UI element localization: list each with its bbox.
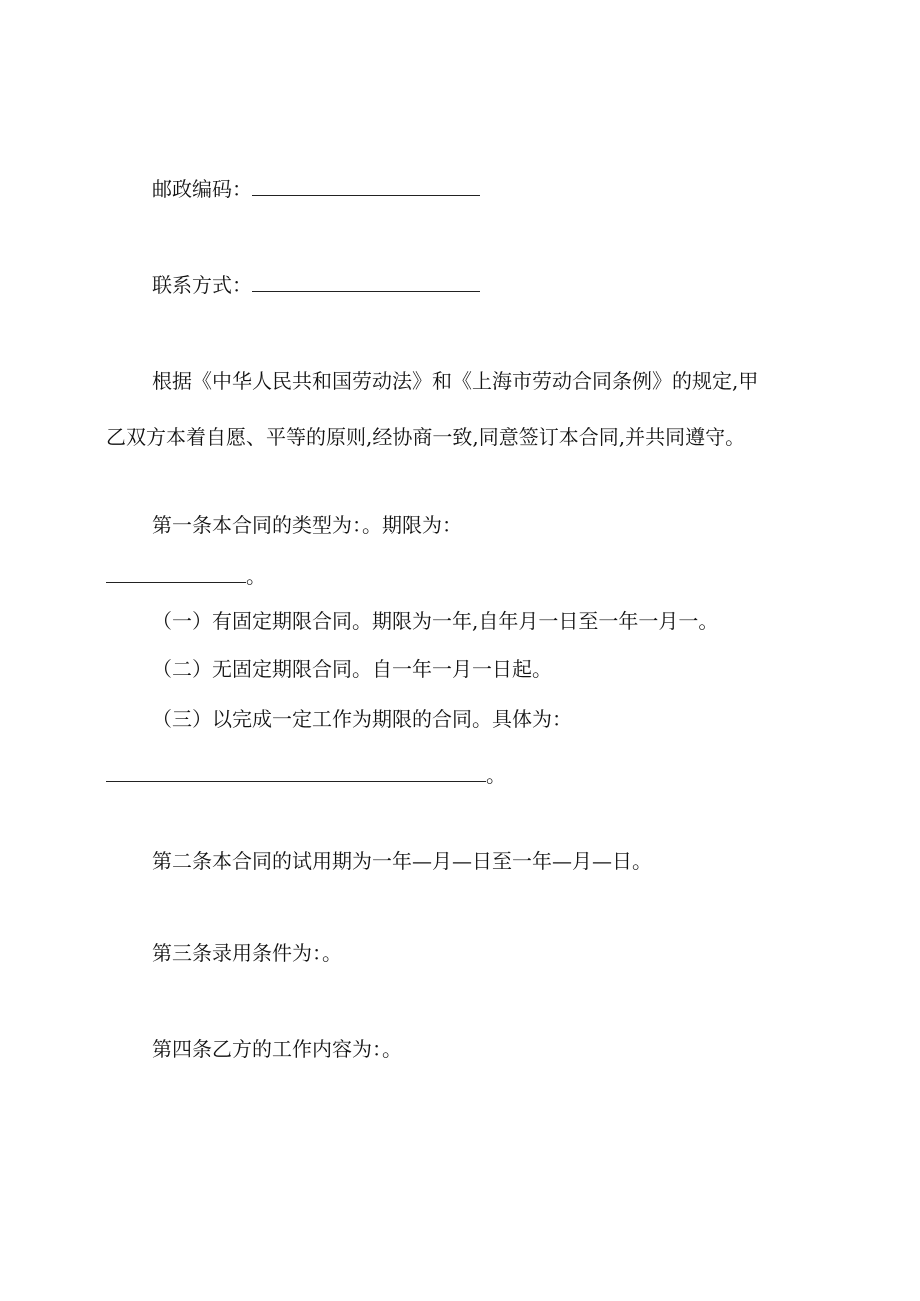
article3-text: 第三条录用条件为：。 — [152, 941, 342, 965]
article1-option3-blank[interactable] — [106, 767, 486, 782]
intro-line-2: 乙双方本着自愿、平等的原则,经协商一致,同意签订本合同,并共同遵守。 — [106, 425, 746, 449]
article1-heading: 第一条本合同的类型为：。期限为： — [152, 513, 462, 537]
article1-blank-line — [106, 563, 266, 589]
contact-label: 联系方式： — [152, 273, 252, 297]
postcode-blank[interactable] — [252, 181, 480, 196]
article1-option-2: （二）无固定期限合同。自一年一月一日起。 — [152, 657, 552, 681]
postcode-label: 邮政编码： — [152, 177, 252, 201]
postcode-field — [152, 176, 480, 202]
article2-text: 第二条本合同的试用期为一年—月—日至一年—月—日。 — [152, 849, 652, 873]
article1-option3-end: 。 — [486, 763, 506, 787]
contact-field — [152, 272, 480, 298]
article1-option-3: （三）以完成一定工作为期限的合同。具体为： — [152, 707, 572, 731]
article1-option-1: （一）有固定期限合同。期限为一年,自年月一日至一年一月一。 — [152, 609, 719, 633]
intro-line-1: 根据《中华人民共和国劳动法》和《上海市劳动合同条例》的规定,甲 — [152, 369, 759, 393]
contact-blank[interactable] — [252, 277, 480, 292]
article1-option3-blank-line — [106, 762, 506, 788]
article1-period-blank[interactable] — [106, 568, 246, 583]
article4-text: 第四条乙方的工作内容为：。 — [152, 1037, 402, 1061]
article1-blank-end: 。 — [246, 564, 266, 588]
